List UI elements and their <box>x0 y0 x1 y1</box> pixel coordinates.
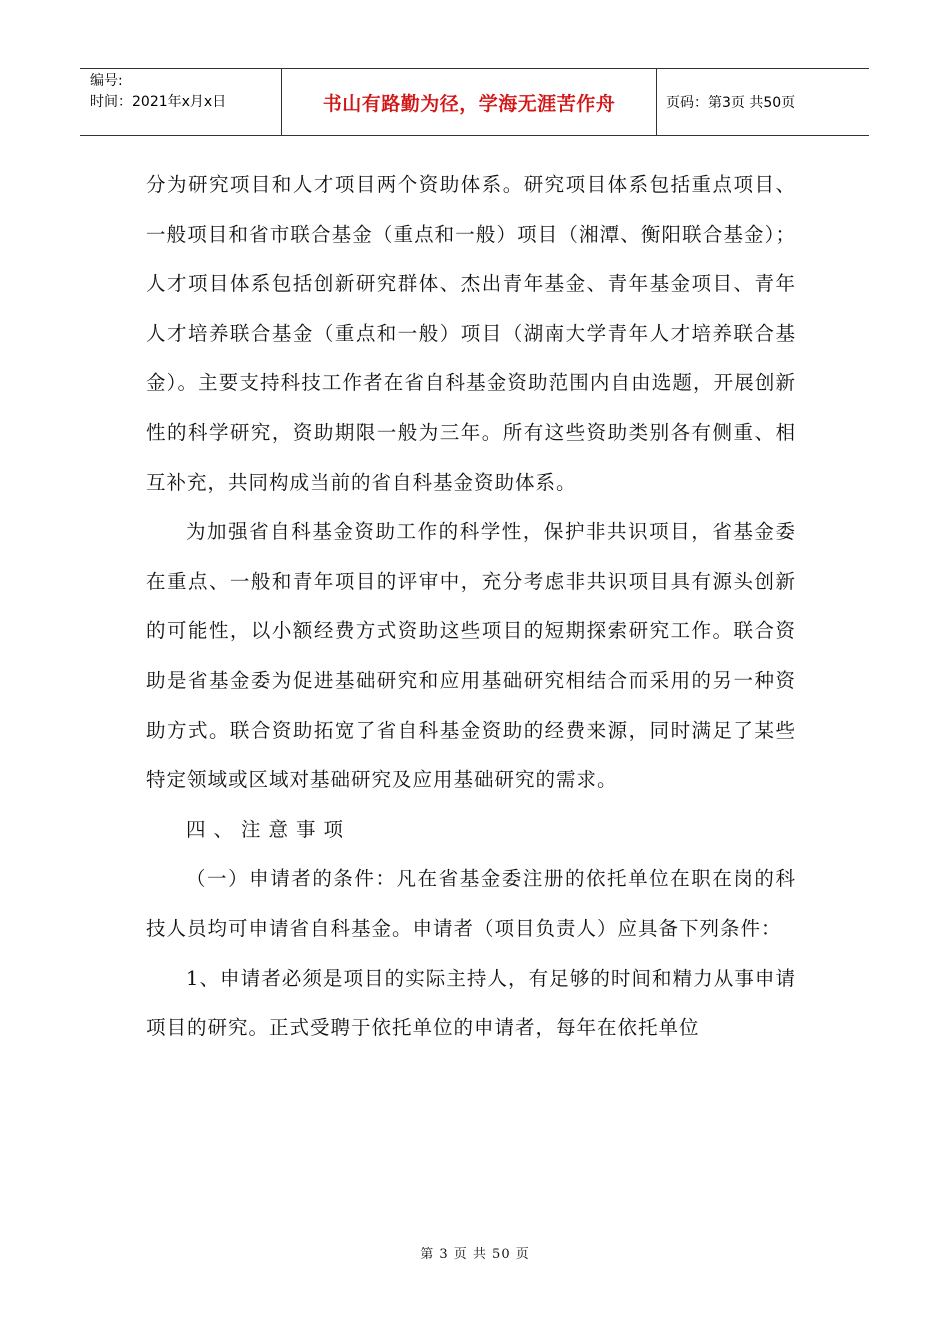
paragraph-condition-1: 1、申请者必须是项目的实际主持人，有足够的时间和精力从事申请项目的研究。正式受聘于依托单位的申请者，每年在依托单位 <box>146 966 796 1040</box>
section-heading-notes: 四、注意事项 <box>186 817 352 841</box>
header-motto: 书山有路勤为径，学海无涯苦作舟 <box>282 69 657 135</box>
page-footer: 第 3 页 共 50 页 <box>420 1247 530 1262</box>
header-meta <box>80 69 282 135</box>
paragraph-funding-system: 分为研究项目和人才项目两个资助体系。研究项目体系包括重点项目、一般项目和省市联合基金（重点和一般）项目（湘潭、衡阳联合基金）；人才项目体系包括创新研究群体、杰出青年基金、青年基金项目、青年人才培养联合基金（重点和一般）项目（湖南大学青年人才培养联合基金）。主要支持科技工作者在省自科基金资助范围内自由选题，开展创新性的科学研究，资助期限一般为三年。所有这些资助类别各有侧重、相互补充，共同构成当前的省自科基金资助体系。 <box>146 173 796 494</box>
document-body <box>146 160 796 1053</box>
document-number-label: 编号: <box>90 73 123 89</box>
paragraph-non-consensus-projects: 为加强省自科基金资助工作的科学性，保护非共识项目，省基金委在重点、一般和青年项目的评审中，充分考虑非共识项目具有源头创新的可能性，以小额经费方式资助这些项目的短期探索研究工作。联合资助是省基金委为促进基础研究和应用基础研究相结合而采用的另一种资助方式。联合资助拓宽了省自科基金资助的经费来源，同时满足了某些特定领域或区域对基础研究及应用基础研究的需求。 <box>146 520 796 792</box>
paragraph-applicant-conditions: （一）申请者的条件：凡在省基金委注册的依托单位在职在岗的科技人员均可申请省自科基金。申请者（项目负责人）应具备下列条件： <box>146 867 796 940</box>
document-date-label: 时间：2021年x月x日 <box>90 94 227 110</box>
header-page-number: 页码：第3页 共50页 <box>666 95 796 111</box>
page-header <box>80 68 869 136</box>
